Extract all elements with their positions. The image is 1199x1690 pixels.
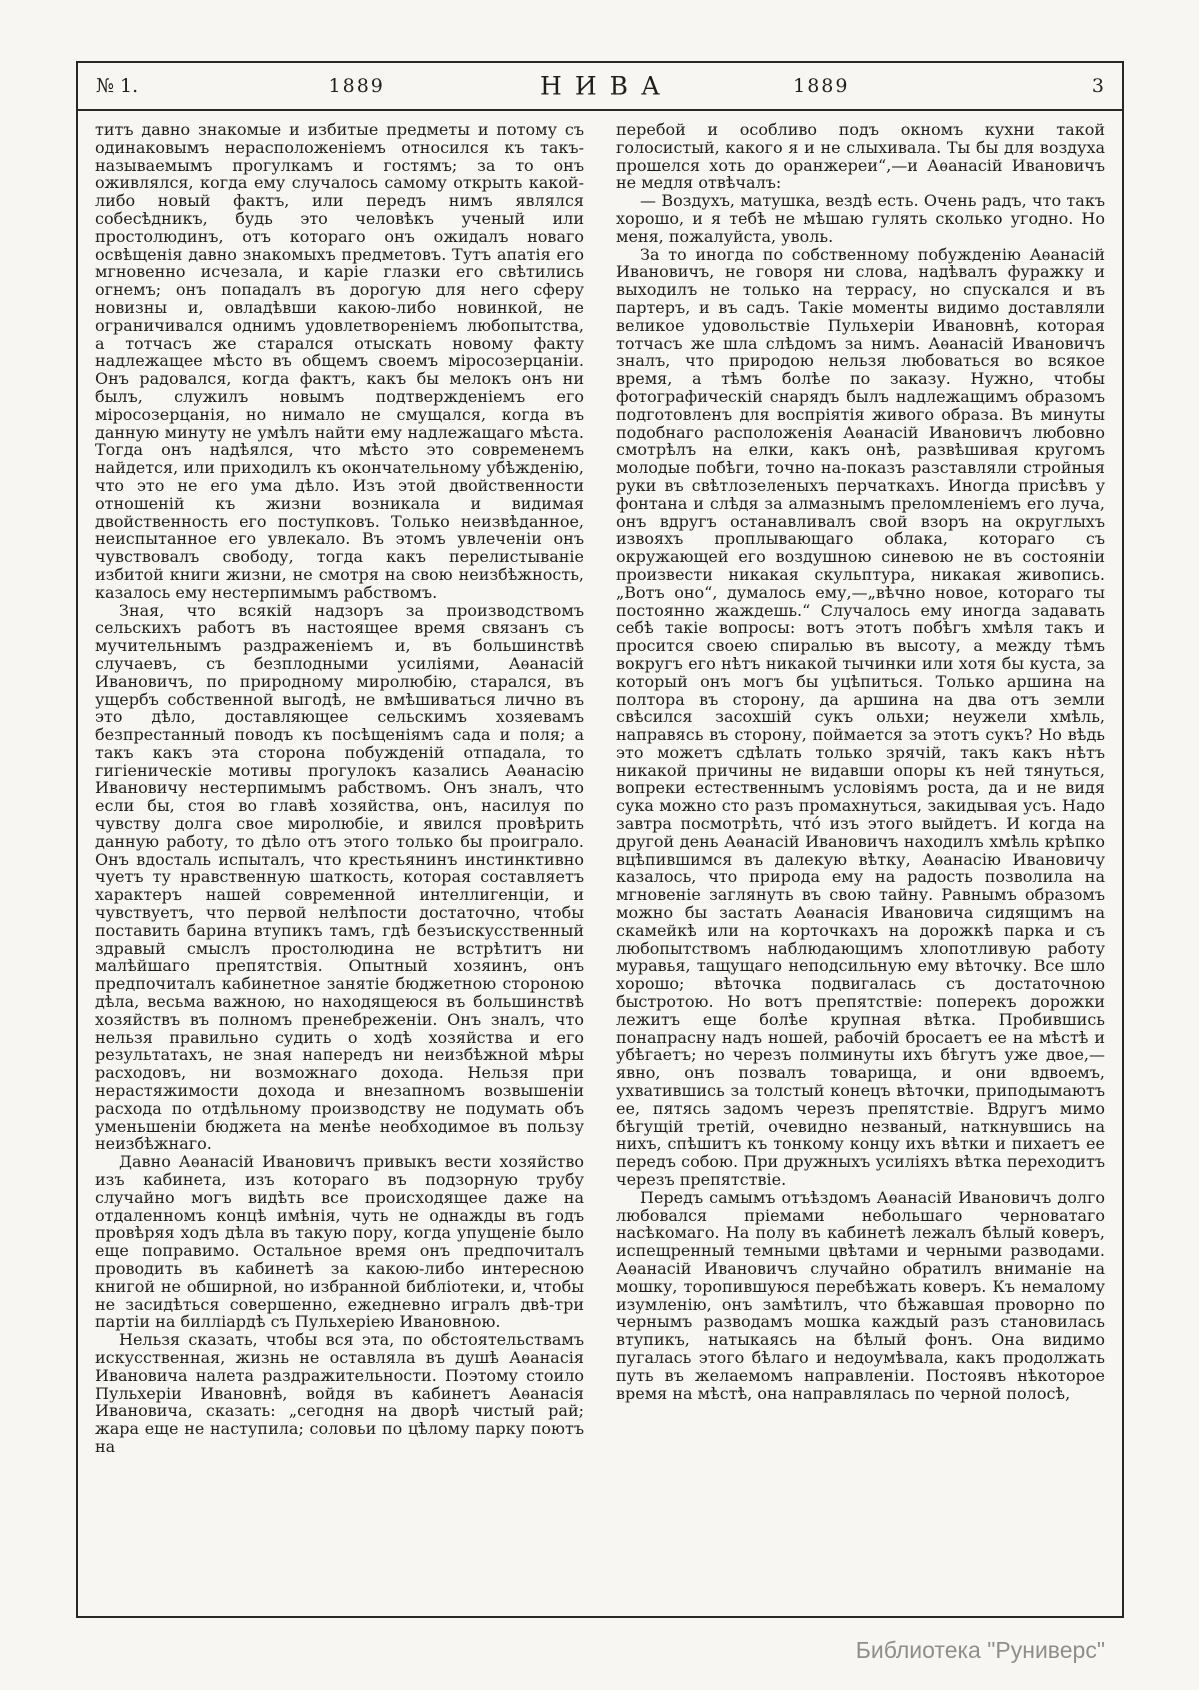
magazine-title: НИВА xyxy=(540,71,673,101)
year-right: 1889 xyxy=(793,75,850,97)
paragraph: — Воздухъ, матушка, вездѣ есть. Очень радъ, что такъ хорошо, и я тебѣ не мѣшаю гулять сколько угодно. Но меня, пожалуйста, уволь. xyxy=(616,191,1105,246)
paragraph: перебой и особливо подъ окномъ кухни такой голосистый, какого я и не слыхивала. Ты бы для воздуха прошелся хоть до оранжереи“,—и Аѳанасій Ивановичъ не медля отвѣчалъ: xyxy=(616,121,1105,193)
right-column xyxy=(616,121,1105,1610)
paragraph: Зная, что всякій надзоръ за производствомъ сельскихъ работъ въ настоящее время связанъ съ мучительнымъ раздраженіемъ и, въ большинствѣ случаевъ, съ безплодными усиліями, Аѳанасій Ивановичъ, по природному миролюбію, старался, въ ущербъ собственной выгодѣ, не вмѣшиваться лично въ это дѣло, доставляющее сельскимъ хозяевамъ безпрестанный поводъ къ посѣщеніямъ сада и поля; а такъ какъ эта сторона побужденій отпадала, то гигіеническіе мотивы прогулокъ казались Аѳанасію Ивановичу нестерпимымъ рабствомъ. Онъ зналъ, что если бы, стоя во главѣ хозяйства, онъ, насилуя по чувству долга свое миролюбіе, и явился провѣрить данную работу, то дѣло отъ этого только бы проиграло. Онъ вдосталь испыталъ, что крестьянинъ инстинктивно чуетъ ту нравственную шаткость, которая составляетъ характеръ нашей современной интеллигенціи, и чувствуетъ, что первой нелѣпости достаточно, чтобы поставить барина втупикъ тамъ, гдѣ безъискусственный здравый смыслъ простолюдина не встрѣтитъ ни малѣйшаго препятствія. Опытный хозяинъ, онъ предпочиталъ кабинетное занятіе бюджетною стороною дѣла, весьма важною, но находящеюся въ большинствѣ хозяйствъ въ полномъ пренебреженіи. Онъ зналъ, что нельзя правильно судить о ходѣ хозяйства и его результатахъ, не зная напередъ ни неизбѣжной мѣры расходовъ, ни возможнаго дохода. Нельзя при нерастяжимости дохода и внезапномъ возвышеніи расхода по отдѣльному производству не подумать объ уменьшеніи бюджета на менѣе необходимое въ пользу неизбѣжнаго. xyxy=(95,600,584,1154)
issue-number: № 1. xyxy=(96,75,139,97)
page-header xyxy=(78,63,1122,111)
page-number: 3 xyxy=(1091,75,1104,97)
paragraph: Нельзя сказать, чтобы вся эта, по обстоятельствамъ искусственная, жизнь не оставляла въ душѣ Аѳанасія Ивановича налета раздражительности. Поэтому стоило Пульхеріи Ивановнѣ, войдя въ кабинетъ Аѳанасія Ивановича, сказать: „сегодня на дворѣ чистый рай; жара еще не наступила; соловьи по цѣлому парку поютъ на xyxy=(95,1330,584,1456)
text-body xyxy=(95,121,1105,1610)
paragraph: Передъ самымъ отъѣздомъ Аѳанасій Ивановичъ долго любовался пріемами небольшаго черноватаго насѣкомаго. На полу въ кабинетѣ лежалъ бѣлый коверъ, испещренный темными цвѣтами и черными разводами. Аѳанасій Ивановичъ случайно обратилъ вниманіе на мошку, торопившуюся перебѣжать коверъ. Къ немалому изумленію, онъ замѣтилъ, что бѣжавшая проворно по чернымъ разводамъ мошка каждый разъ становилась втупикъ, натыкаясь на бѣлый фонъ. Она видимо пугалась этого бѣлаго и недоумѣвала, какъ продолжать путь въ желаемомъ направленіи. Постоявъ нѣкоторое время на мѣстѣ, она направлялась по черной полосѣ, xyxy=(616,1187,1105,1403)
paragraph: За то иногда по собственному побужденію Аѳанасій Ивановичъ, не говоря ни слова, надѣвалъ фуражку и выходилъ не только на террасу, но спускался и въ партеръ, и въ садъ. Такіе моменты видимо доставляли великое удовольствіе Пульхеріи Ивановнѣ, которая тотчасъ же шла слѣдомъ за нимъ. Аѳанасій Ивановичъ зналъ, что природою нельзя любоваться во всякое время, а тѣмъ болѣе по заказу. Нужно, чтобы фотографическій снарядъ былъ надлежащимъ образомъ подготовленъ для воспріятія живого образа. Въ минуты подобнаго расположенія Аѳанасій Ивановичъ любовно смотрѣлъ на елки, какъ онѣ, развѣшивая кругомъ молодые побѣги, точно на-показъ разставляли стройныя руки въ свѣтлозеленыхъ перчаткахъ. Иногда присѣвъ у фонтана и слѣдя за алмазнымъ преломленіемъ его луча, онъ вдругъ останавливалъ свой взоръ на округлыхъ извояхъ проплывающаго облака, котораго съ окружающей его воздушною синевою не въ состояніи произвести никакая скульптура, никакая живопись. „Вотъ оно“, думалось ему,—„вѣчно новое, котораго ты постоянно жаждешь.“ Случалось ему иногда задавать себѣ такіе вопросы: вотъ этотъ побѣгъ хмѣля такъ и просится своею спиралью въ высоту, а между тѣмъ вокругъ его нѣтъ никакой тычинки или хотя бы куста, за который онъ могъ бы уцѣпиться. Только аршина на полтора въ сторону, да аршина на два отъ земли свѣсился засохшій сукъ ольхи; неужели хмѣль, направясь въ сторону, поймается за этотъ сукъ? Но вѣдь это можетъ сдѣлать только зрячій, такъ какъ нѣтъ никакой причины не видавши опоры къ ней тянуться, вопреки естественнымъ условіямъ роста, да и не видя сука можно сто разъ промахнуться, закидывая усъ. Надо завтра посмотрѣть, что́ изъ этого выйдетъ. И когда на другой день Аѳанасій Ивановичъ находилъ хмѣль крѣпко вцѣпившимся въ далекую вѣтку, Аѳанасію Ивановичу казалось, что природа ему на радость позволила на мгновеніе заглянуть въ свою тайну. Равнымъ образомъ можно бы застать Аѳанасія Ивановича сидящимъ на скамейкѣ или на корточкахъ на дорожкѣ парка и съ любопытствомъ наблюдающимъ хлопотливую работу муравья, тащущаго неподсильную ему вѣточку. Все шло хорошо; вѣточка подвигалась съ достаточною быстротою. Но вотъ препятствіе: поперекъ дорожки лежитъ еще болѣе крупная вѣтка. Пробившись понапрасну надъ ношей, рабочій бросаетъ ее на мѣстѣ и убѣгаетъ; но черезъ полминуты ихъ бѣгутъ уже двое,—явно, онъ позвалъ товарища, и они вдвоемъ, ухватившись за толстый конецъ вѣточки, приподымаютъ ее, пятясь задомъ черезъ препятствіе. Вдругъ мимо бѣгущій третій, очевидно незваный, наткнувшись на нихъ, спѣшитъ къ тонкому концу ихъ вѣтки и пихаетъ ее передъ собою. При дружныхъ усиліяхъ вѣтка переходитъ черезъ препятствіе. xyxy=(616,244,1105,1190)
library-watermark: Библиотека "Руниверс" xyxy=(855,1637,1105,1663)
left-column xyxy=(95,121,584,1610)
paragraph: титъ давно знакомые и избитые предметы и потому съ одинаковымъ нерасположеніемъ относился къ такъ-называемымъ прогулкамъ и гостямъ; за то онъ оживлялся, когда ему случалось самому открыть какой-либо новый фактъ, или передъ нимъ являлся собесѣдникъ, будь это человѣкъ ученый или простолюдинъ, отъ котораго онъ ожидалъ новаго освѣщенія давно знакомыхъ предметовъ. Тутъ апатія его мгновенно исчезала, и каріе глазки его свѣтились огнемъ; онъ попадалъ въ дорогую для него сферу новизны и, овладѣвши какою-либо новинкой, не ограничивался однимъ удовлетвореніемъ любопытства, а тотчасъ же старался отыскать новому факту надлежащее мѣсто въ общемъ своемъ міросозерцаніи. Онъ радовался, когда фактъ, какъ бы мелокъ онъ ни былъ, служилъ новымъ подтвержденіемъ его міросозерцанія, но нимало не смущался, когда въ данную минуту не умѣлъ найти ему надлежащаго мѣста. Тогда онъ надѣялся, что мѣсто это современемъ найдется, или приходилъ къ окончательному убѣжденію, что это не его ума дѣло. Изъ этой двойственности отношеній къ жизни возникала и видимая двойственность его поступковъ. Только неизвѣданное, неиспытанное его увлекало. Въ этомъ увлеченіи онъ чувствовалъ свободу, тогда какъ перелистываніе избитой книги жизни, не смотря на свою неизбѣжность, казалось ему нестерпимымъ рабствомъ. xyxy=(95,121,584,602)
year-left: 1889 xyxy=(328,75,385,97)
page-frame xyxy=(76,61,1124,1618)
paragraph: Давно Аѳанасій Ивановичъ привыкъ вести хозяйство изъ кабинета, изъ котораго въ подзорную трубу случайно могъ видѣть все происходящее даже на отдаленномъ концѣ имѣнія, чуть не однажды въ годъ провѣряя ходъ дѣла въ такую пору, когда упущеніе было еще поправимо. Остальное время онъ предпочиталъ проводить въ кабинетѣ за какою-либо интересною книгой не обширной, но избранной библіотеки, и, чтобы не засидѣться совершенно, ежедневно игралъ двѣ-три партіи на билліардѣ съ Пульхеріею Ивановною. xyxy=(95,1152,584,1332)
